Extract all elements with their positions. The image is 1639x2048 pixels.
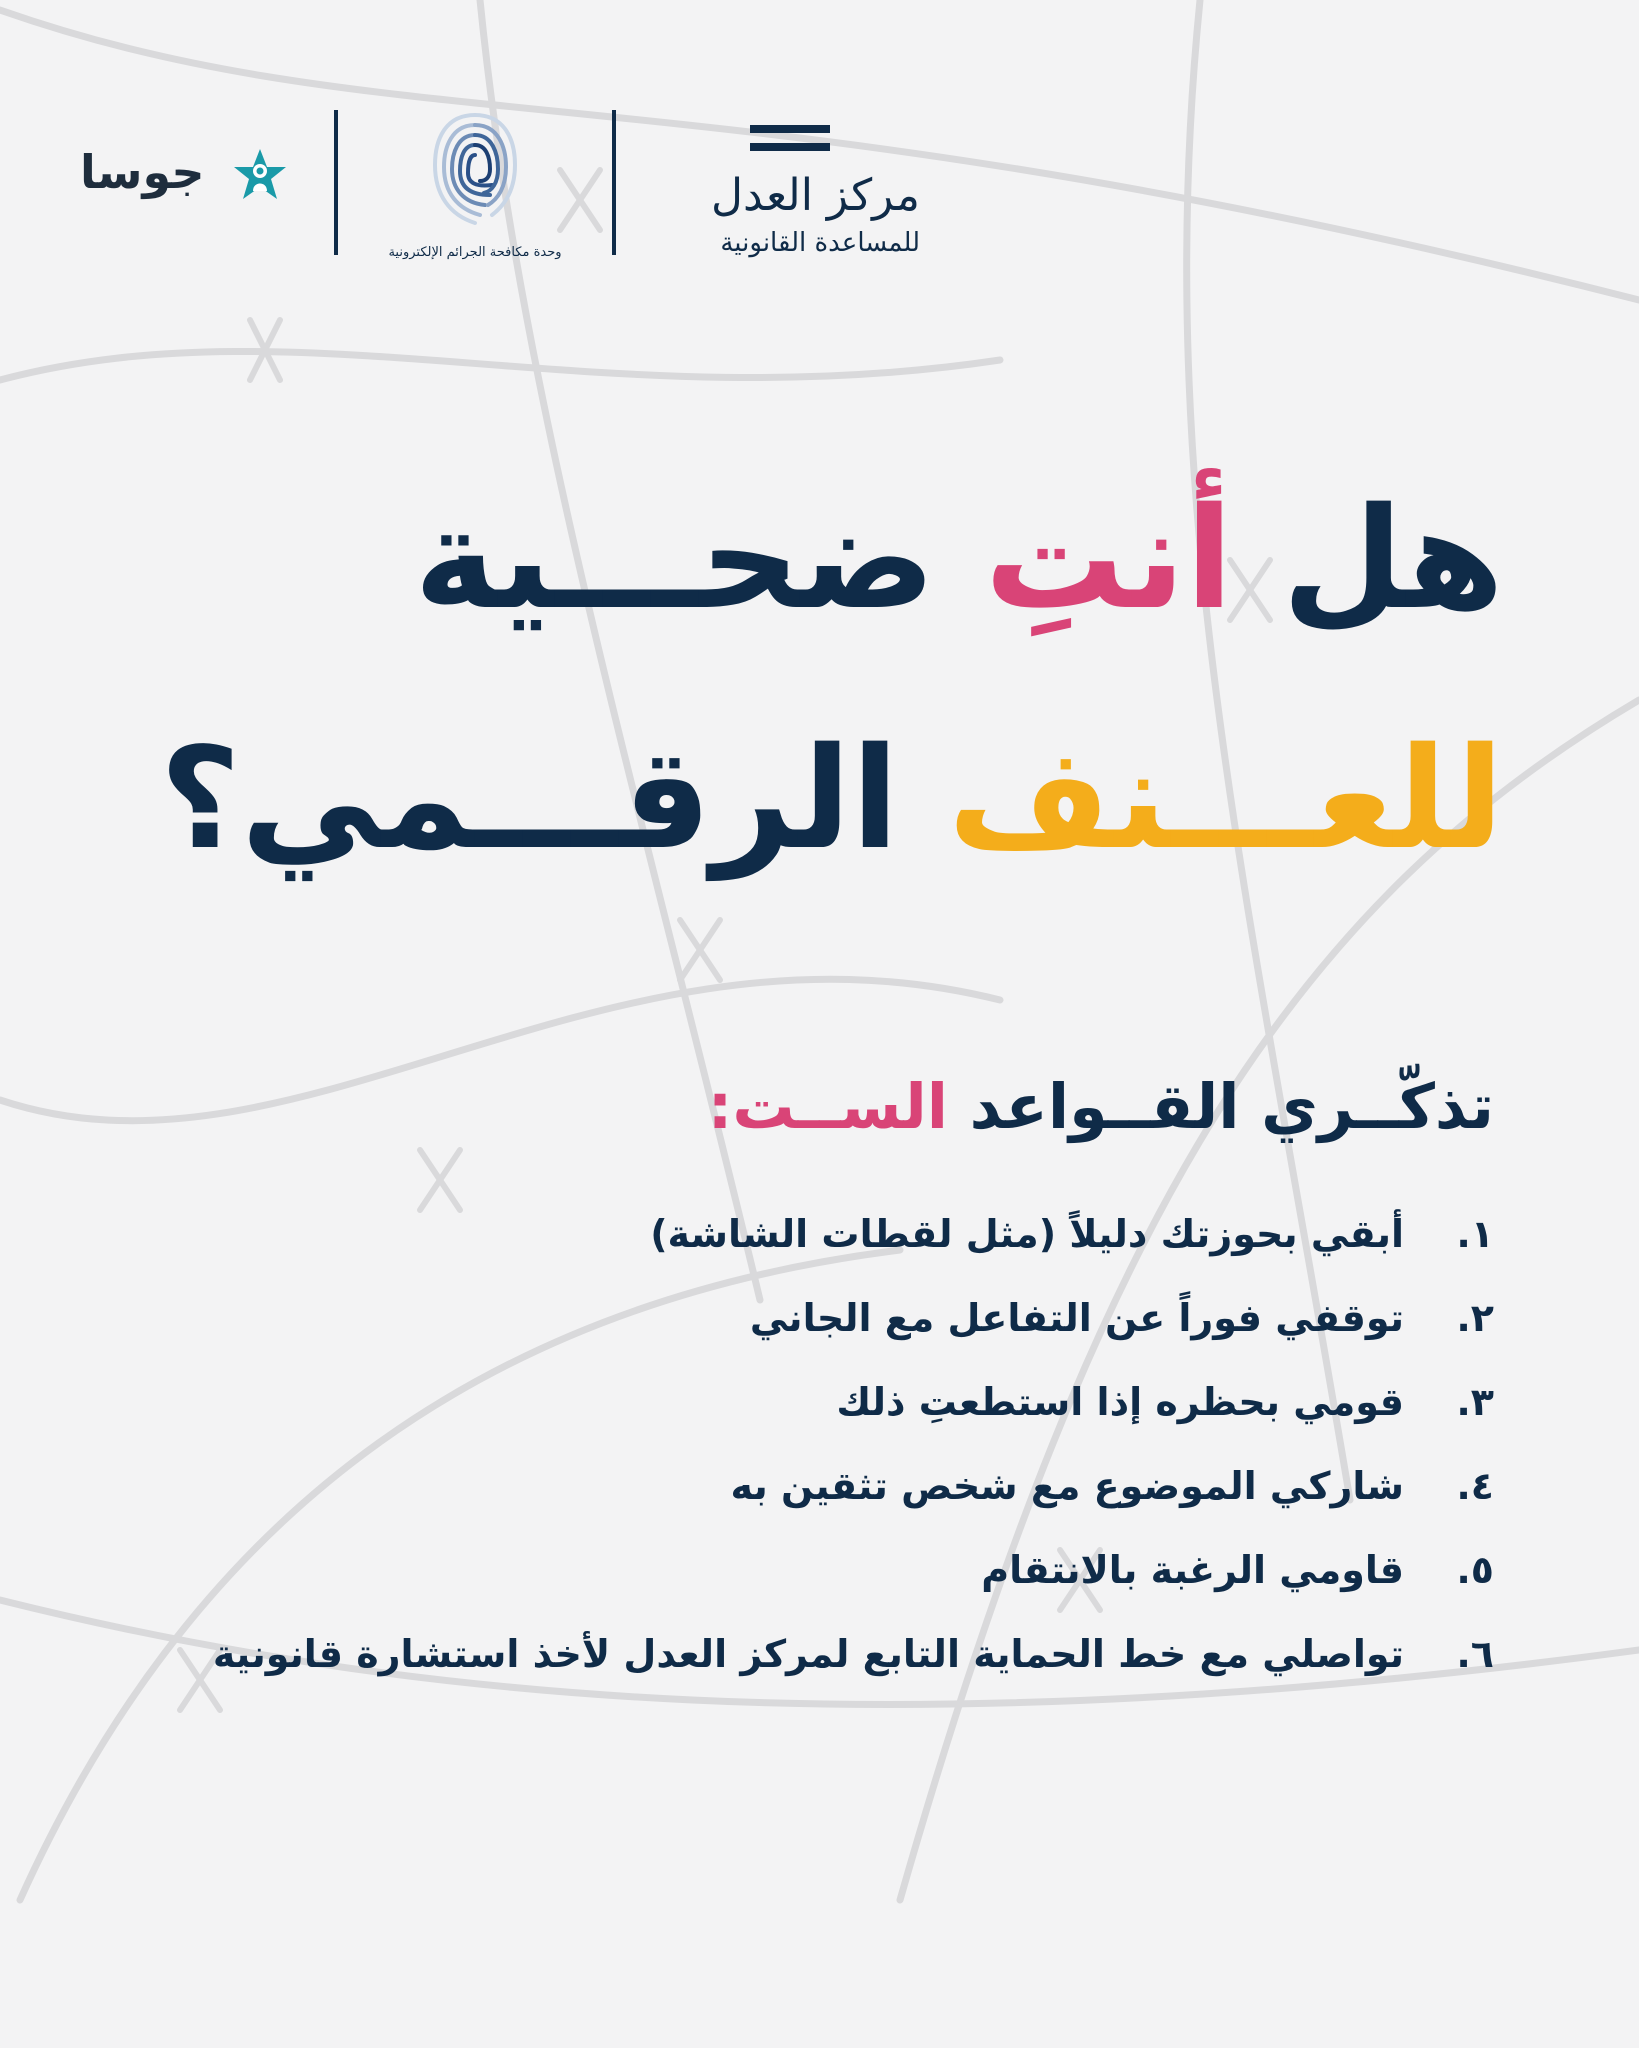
list-item-number: ٥.	[1456, 1548, 1494, 1592]
headline-line-1	[159, 440, 1504, 680]
list-item-text: قومي بحظره إذا استطعتِ ذلك	[836, 1380, 1404, 1424]
list-item-number: ٢.	[1456, 1296, 1494, 1340]
headline-word-highlight: أنتِ	[984, 478, 1234, 641]
star-person-icon	[228, 147, 292, 207]
headline-word: ضحـــية	[413, 478, 936, 641]
equals-icon	[750, 125, 830, 161]
list-item-text: تواصلي مع خط الحماية التابع لمركز العدل لأخذ استشارة قانونية	[212, 1632, 1404, 1676]
list-item-number: ٦.	[1456, 1632, 1494, 1676]
josa-logo	[80, 145, 300, 215]
divider	[334, 110, 338, 255]
list-item-text: قاومي الرغبة بالانتقام	[981, 1548, 1404, 1592]
headline-line-2	[159, 680, 1504, 920]
list-item-text: أبقي بحوزتك دليلاً (مثل لقطات الشاشة)	[650, 1212, 1404, 1256]
cybercrime-unit-caption: وحدة مكافحة الجرائم الإلكترونية	[388, 245, 562, 260]
list-item-number: ٤.	[1456, 1464, 1494, 1508]
cybercrime-unit-logo	[380, 105, 570, 265]
headline	[159, 440, 1504, 920]
list-item-number: ٣.	[1456, 1380, 1494, 1424]
justice-center-tagline: للمساعدة القانونية	[720, 228, 920, 258]
josa-name: جوسا	[80, 145, 205, 199]
headline-word-highlight: للعـــنف	[947, 718, 1504, 881]
header-logos	[0, 100, 1639, 270]
list-item-text: توقفي فوراً عن التفاعل مع الجاني	[749, 1296, 1404, 1340]
rules-heading	[708, 1070, 1494, 1143]
headline-word: هل	[1281, 478, 1504, 641]
rules-heading-highlight: الســت:	[707, 1070, 949, 1143]
rules-heading-text: تذكّــري القــواعد	[969, 1070, 1494, 1143]
headline-word: الرقـــمي؟	[159, 718, 900, 881]
list-item-number: ١.	[1456, 1212, 1494, 1256]
list-item-text: شاركي الموضوع مع شخص تثقين به	[730, 1464, 1404, 1508]
fingerprint-icon	[430, 105, 520, 230]
justice-center-logo	[660, 110, 920, 260]
justice-center-name: مركز العدل	[711, 170, 920, 221]
divider	[612, 110, 616, 255]
